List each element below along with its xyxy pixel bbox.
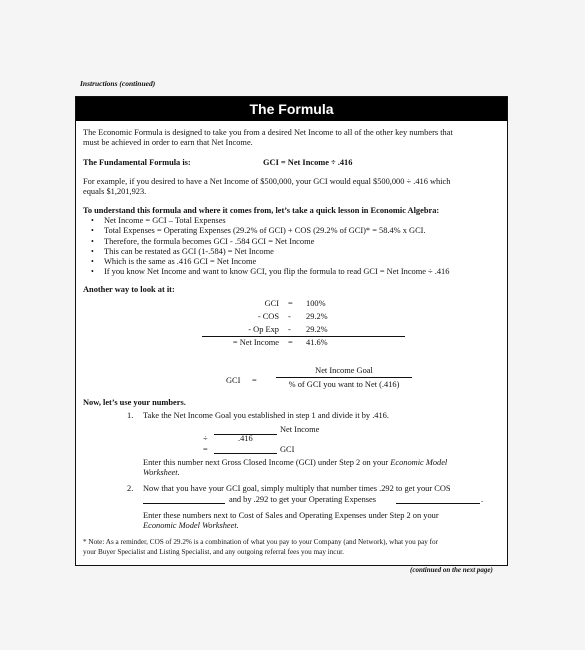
continued-footer: (continued on the next page) — [410, 566, 493, 574]
breakdown-label: - COS — [257, 312, 279, 321]
breakdown-op: - — [288, 312, 291, 321]
step2-note-line-2: Economic Model Worksheet. — [143, 521, 239, 530]
step1-text: Take the Net Income Goal you established in step 1 and divide it by .416. — [143, 411, 389, 420]
step1-note-line-1: Enter this number next Gross Closed Income (GCI) under Step 2 on your Economic Model — [143, 458, 448, 467]
breakdown-op: = — [288, 338, 293, 347]
bullet-item: • If you know Net Income and want to know GCI, you flip the formula to read GCI = Net Income ÷ .416 — [76, 267, 496, 277]
gci-blank — [214, 453, 277, 454]
step1-gci-label: GCI — [280, 445, 295, 454]
bullet-item: • Which is the same as .416 GCI = Net Income — [76, 257, 496, 267]
step1-net-income-label: Net Income — [280, 425, 320, 434]
algebra-bullet-list — [76, 216, 496, 278]
fundamental-label: The Fundamental Formula is: — [83, 158, 191, 167]
fraction-left: GCI — [226, 376, 241, 385]
op-expenses-blank — [396, 503, 480, 504]
fraction-denominator: % of GCI you want to Net (.416) — [288, 380, 400, 389]
intro-line-2: must be achieved in order to earn that Net Income. — [83, 138, 253, 147]
example-line-1: For example, if you desired to have a Net Income of $500,000, your GCI would equal $500,000 ÷ .416 which — [83, 177, 451, 186]
formula-banner: The Formula — [76, 97, 507, 121]
breakdown-op: = — [288, 299, 293, 308]
step1-note-line-2: Worksheet. — [143, 468, 180, 477]
footnote-line-2: your Buyer Specialist and Listing Specialist, and any outgoing referral fees you may incur. — [83, 548, 344, 556]
step2-line-2-end: . — [481, 495, 484, 504]
breakdown-value: 41.6% — [306, 338, 328, 347]
step1-equals-op: = — [203, 445, 208, 454]
step2-line-2: and by .292 to get your Operating Expenses — [229, 495, 376, 504]
numbers-heading: Now, let’s use your numbers. — [83, 398, 186, 407]
fundamental-formula: GCI = Net Income ÷ .416 — [263, 158, 353, 167]
bullet-item: • Total Expenses = Operating Expenses (29.2% of GCI) + COS (29.2% of GCI)* = 58.4% x GCI. — [76, 226, 496, 236]
cos-blank — [143, 503, 225, 504]
fraction-bar — [276, 377, 412, 378]
breakdown-value: 100% — [306, 299, 326, 308]
breakdown-label: - Op Exp — [248, 325, 279, 334]
step1-number: 1. — [127, 411, 134, 420]
bullet-item: • This can be restated as GCI (1-.584) = Net Income — [76, 247, 496, 257]
algebra-heading: To understand this formula and where it comes from, let’s take a quick lesson in Economic Algebra: — [83, 206, 440, 215]
step2-note-line-1: Enter these numbers next to Cost of Sales and Operating Expenses under Step 2 on your — [143, 511, 439, 520]
step1-divisor: .416 — [238, 434, 253, 443]
bullet-item: • Net Income = GCI – Total Expenses — [76, 216, 496, 226]
bullet-item: • Therefore, the formula becomes GCI - .584 GCI = Net Income — [76, 237, 496, 247]
footnote-line-1: * Note: As a reminder, COS of 29.2% is a combination of what you pay to your Company (and Network), what you pay for — [83, 538, 439, 546]
another-way-heading: Another way to look at it: — [83, 285, 175, 294]
breakdown-divider — [202, 336, 405, 337]
step2-line-1: Now that you have your GCI goal, simply multiply that number times .292 to get your COS — [143, 484, 451, 493]
fraction-equals: = — [252, 376, 257, 385]
formula-box — [75, 96, 508, 566]
breakdown-value: 29.2% — [306, 312, 328, 321]
fraction-numerator: Net Income Goal — [315, 366, 373, 375]
breakdown-label: = Net Income — [232, 338, 279, 347]
step2-number: 2. — [127, 484, 134, 493]
instructions-header: Instructions (continued) — [80, 79, 156, 88]
intro-line-1: The Economic Formula is designed to take you from a desired Net Income to all of the other key numbers that — [83, 128, 453, 137]
breakdown-value: 29.2% — [306, 325, 328, 334]
breakdown-label: GCI — [264, 299, 279, 308]
breakdown-op: - — [288, 325, 291, 334]
example-line-2: equals $1,201,923. — [83, 187, 147, 196]
step1-divide-op: ÷ — [203, 434, 208, 443]
